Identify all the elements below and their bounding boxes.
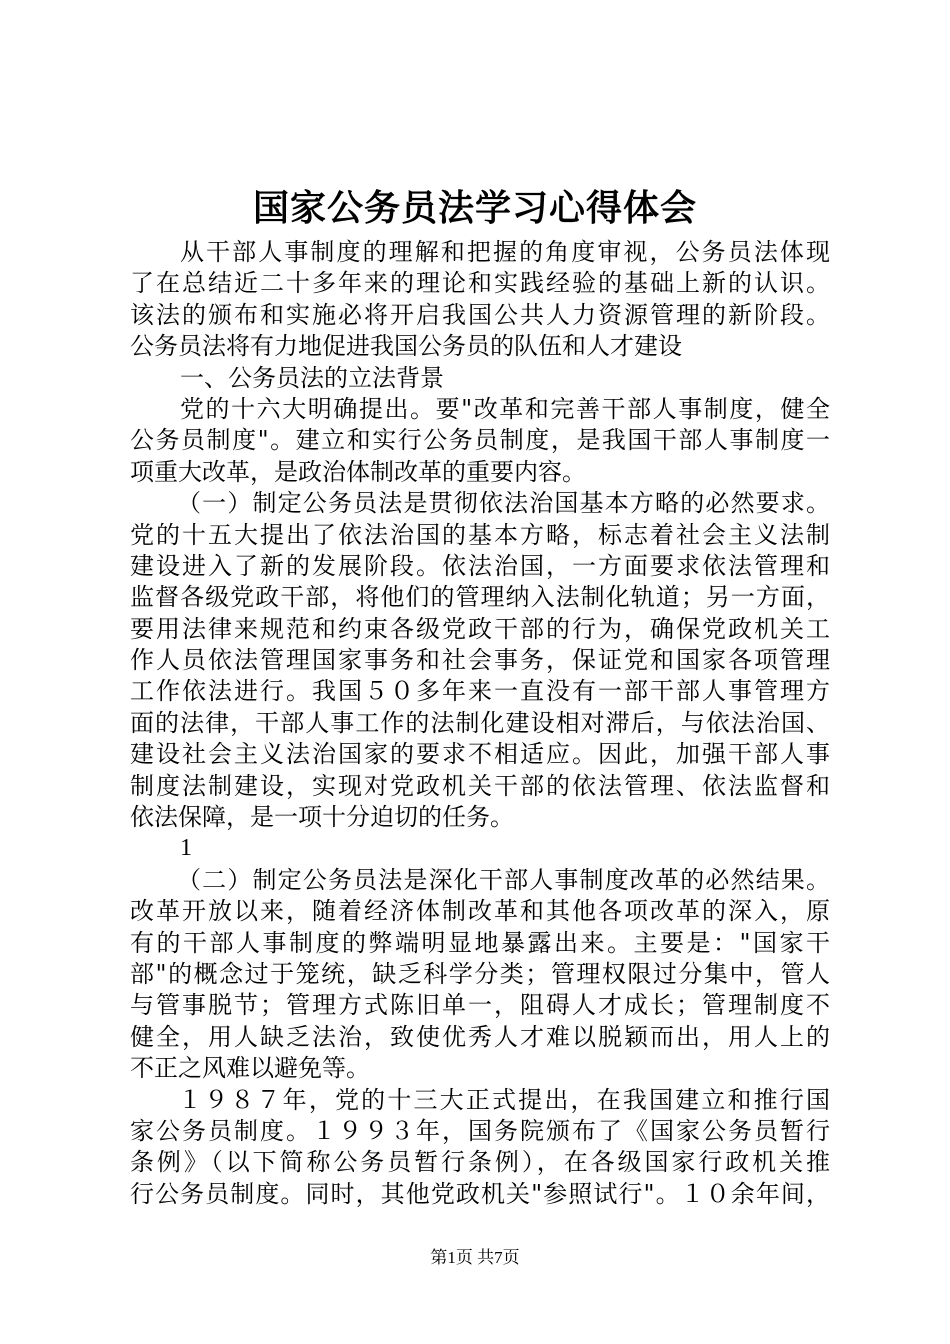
paragraph-line: 与管事脱节；管理方式陈旧单一，阻碍人才成长；管理制度不 <box>130 991 830 1020</box>
paragraph-line: 作人员依法管理国家事务和社会事务，保证党和国家各项管理 <box>130 646 830 675</box>
paragraph-line: 建设社会主义法治国家的要求不相适应。因此，加强干部人事 <box>130 740 830 769</box>
paragraph-line: 从干部人事制度的理解和把握的角度审视，公务员法体现 <box>180 238 830 266</box>
paragraph-line: 依法保障，是一项十分迫切的任务。 <box>130 803 514 832</box>
paragraph-line: 监督各级党政干部，将他们的管理纳入法制化轨道；另一方面， <box>130 583 830 612</box>
document-title: 国家公务员法学习心得体会 <box>252 187 697 229</box>
paragraph-line: 该法的颁布和实施必将开启我国公共人力资源管理的新阶段。 <box>130 300 830 329</box>
paragraph-line: 了在总结近二十多年来的理论和实践经验的基础上新的认识。 <box>130 269 830 298</box>
paragraph-line: 家公务员制度。１９９３年，国务院颁布了《国家公务员暂行 <box>130 1116 830 1145</box>
paragraph-line: 要用法律来规范和约束各级党政干部的行为，确保党政机关工 <box>130 614 830 643</box>
paragraph-line: 部"的概念过于笼统，缺乏科学分类；管理权限过分集中，管人 <box>130 959 830 988</box>
paragraph-line: 改革开放以来，随着经济体制改革和其他各项改革的深入，原 <box>130 897 830 926</box>
paragraph-line: 党的十六大明确提出。要"改革和完善干部人事制度，健全 <box>180 394 830 423</box>
paragraph-line: （二）制定公务员法是深化干部人事制度改革的必然结果。 <box>177 865 830 894</box>
paragraph-line: 公务员法将有力地促进我国公务员的队伍和人才建设 <box>130 332 682 361</box>
paragraph-line: 面的法律，干部人事工作的法制化建设相对滞后，与依法治国、 <box>130 708 830 737</box>
section-heading: 一、公务员法的立法背景 <box>180 363 444 392</box>
paragraph-line: 行公务员制度。同时，其他党政机关"参照试行"。１０余年间， <box>130 1179 830 1208</box>
paragraph-line: 有的干部人事制度的弊端明显地暴露出来。主要是："国家干 <box>130 928 830 957</box>
document-body <box>130 237 830 1210</box>
paragraph-line: 不正之风难以避免等。 <box>130 1054 370 1083</box>
paragraph-line: １９８７年，党的十三大正式提出，在我国建立和推行国 <box>178 1085 830 1114</box>
page-footer: 第1页 共7页 <box>430 1248 520 1267</box>
inline-page-number: 1 <box>180 835 192 862</box>
paragraph-line: 公务员制度"。建立和实行公务员制度，是我国干部人事制度一 <box>130 426 830 455</box>
paragraph-line: （一）制定公务员法是贯彻依法治国基本方略的必然要求。 <box>177 489 830 518</box>
paragraph-line: 党的十五大提出了依法治国的基本方略，标志着社会主义法制 <box>130 520 830 549</box>
paragraph-line: 条例》（以下简称公务员暂行条例），在各级国家行政机关推 <box>130 1148 830 1177</box>
paragraph-line: 建设进入了新的发展阶段。依法治国，一方面要求依法管理和 <box>130 551 830 580</box>
paragraph-line: 健全，用人缺乏法治，致使优秀人才难以脱颖而出，用人上的 <box>130 1022 830 1051</box>
paragraph-line: 工作依法进行。我国５０多年来一直没有一部干部人事管理方 <box>130 677 830 706</box>
paragraph-line: 项重大改革，是政治体制改革的重要内容。 <box>130 457 586 486</box>
paragraph-line: 制度法制建设，实现对党政机关干部的依法管理、依法监督和 <box>130 771 830 800</box>
